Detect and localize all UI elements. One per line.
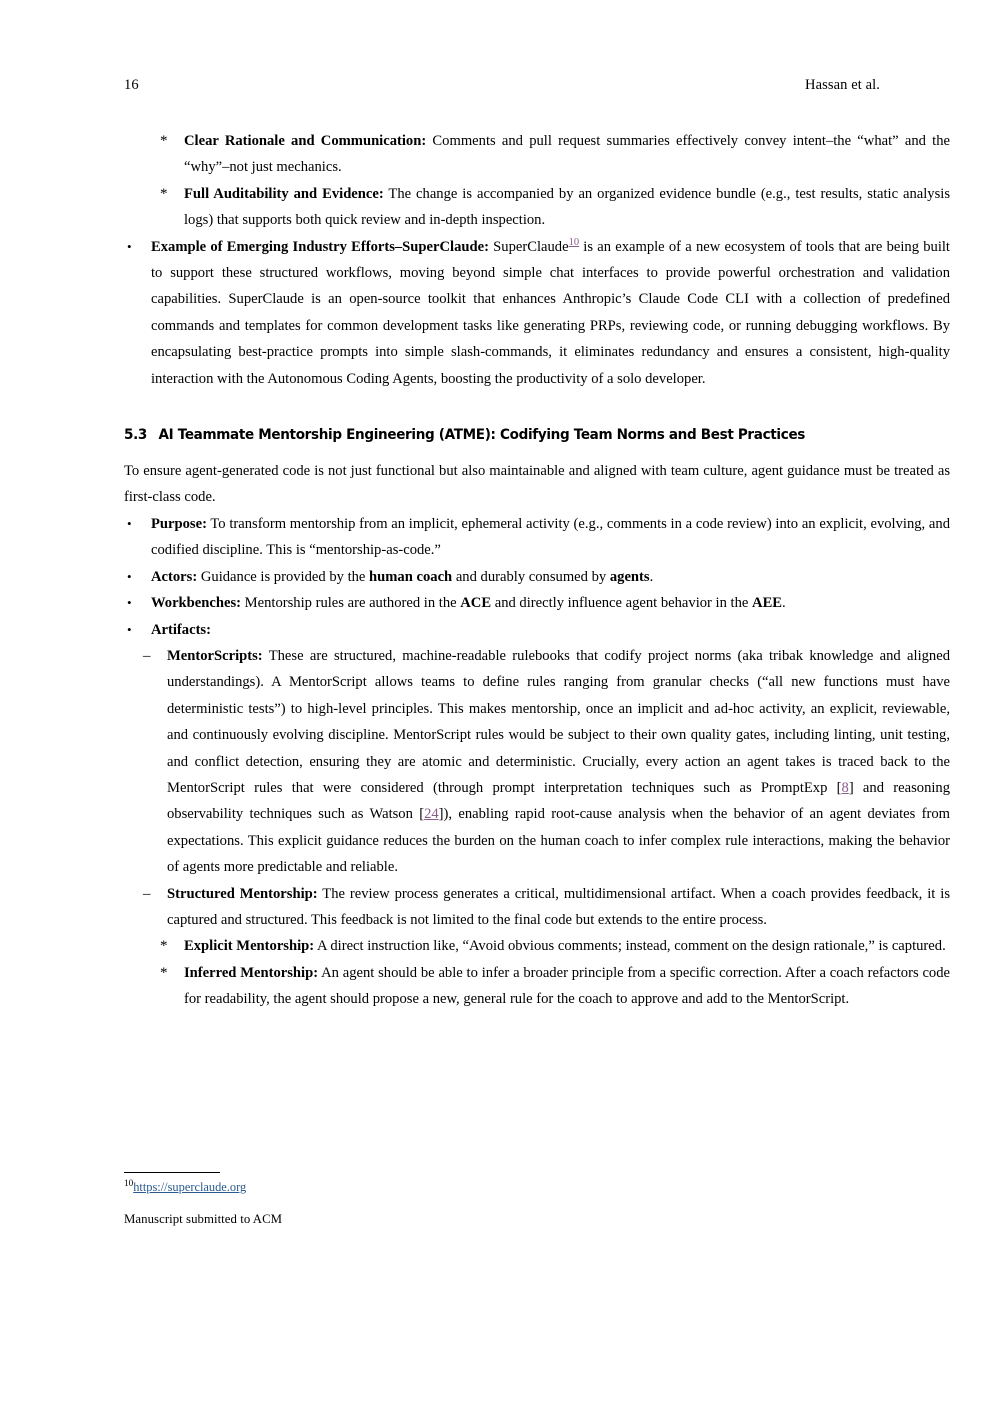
footnote-url-link[interactable]: https://superclaude.org [133,1180,247,1195]
list-item-text [184,960,950,1013]
body-text: and directly influence agent behavior in the [491,595,753,612]
footnote-number: 10 [124,1178,134,1189]
list-item-text [151,234,950,392]
list-item-text [151,617,950,643]
footnote-area [124,1172,950,1196]
list-item-body: An agent should be able to infer a broader principle from a specific correction. After a coach refactors code for readability, the agent should propose a new, general rule for the coach to approve and add to the MentorScript. [184,964,950,1008]
list-item-lead: Example of Emerging Industry Efforts–SuperClaude: [151,238,489,255]
list-item-body: A direct instruction like, “Avoid obvious comments; instead, comment on the design rationale,” is captured. [314,938,946,955]
list-item-text [184,181,950,234]
body-text: and durably consumed by [452,568,610,585]
list-item-text [151,564,950,590]
list-item-lead: Artifacts: [151,621,211,638]
list-item-lead: Inferred Mentorship: [184,964,319,981]
running-head [124,78,880,93]
body-text: ] and reasoning observability techniques such as Watson [ [167,779,951,823]
list-item-body: To transform mentorship from an implicit, ephemeral activity (e.g., comments in a code review) into an explicit, evolving, and codified discipline. This is “mentorship-as-code.” [151,515,950,559]
list-item-body [197,569,653,585]
list-item-body: Comments and pull request summaries effectively convey intent–the “what” and the “why”–not just mechanics. [184,133,950,176]
list-item-actors [127,564,950,590]
list-item-text [184,128,950,181]
vertical-spacer [124,392,950,425]
citation-link[interactable]: 8 [841,779,849,796]
text-column [124,128,950,1013]
emphasis-text: agents [609,568,650,585]
emphasis-text: AEE [752,595,783,612]
bullet-marker-asterisk: * [160,964,168,981]
list-item-purpose [127,511,950,564]
section-number: 5.3 [124,427,148,444]
list-item-text [167,643,950,881]
emphasis-text: human coach [369,568,453,585]
list-item-lead: MentorScripts: [167,647,263,664]
superclaude-text-after: is an example of a new ecosystem of tools that are being built to support these structured workflows, moving beyond simple chat interfaces to provide powerful orchestration and validation capabilities. SuperClaude is an open-source toolkit that enhances Anthropic’s Claude Code CLI with a collection of predefined commands and templates for common development tasks like generating PRPs, reviewing code, or running debugging workflows. By encapsulating best-practice prompts into simple slash-commands, it eliminates redundancy and ensures a consistent, high-quality interaction with the Autonomous Coding Agents, boosting the productivity of a solo developer. [151,238,950,387]
list-item-lead: Explicit Mentorship: [184,938,315,955]
bullet-marker-asterisk: * [160,185,168,202]
list-item [160,128,950,181]
body-text: ]), enabling rapid root-cause analysis when the behavior of an agent deviates from expectations. This explicit guidance reduces the burden on the human coach to infer complex rule interactions, making the behavior of agents more predictable and reliable. [167,806,950,876]
bullet-marker-dash: – [143,885,151,902]
bullet-marker-dash: – [143,647,151,664]
list-item-lead: Purpose: [151,515,207,532]
bullet-marker-dot: • [127,621,132,637]
list-item-structured-mentorship [143,881,950,934]
list-item-lead: Actors: [151,568,198,585]
superclaude-text-before: SuperClaude [488,238,569,255]
list-item-body [167,648,950,875]
bullet-marker-dot: • [127,568,132,584]
bullet-marker-asterisk: * [160,938,168,955]
running-head-authors: Hassan et al. [805,77,880,93]
list-item-lead: Structured Mentorship: [167,885,318,902]
list-item-inferred-mentorship [160,960,950,1013]
manuscript-footer: Manuscript submitted to ACM [124,1212,283,1226]
body-text: . [649,568,654,585]
intro-paragraph: To ensure agent-generated code is not just functional but also maintainable and aligned with team culture, agent guidance must be treated as first-class code. [124,463,950,506]
vertical-spacer [124,445,950,458]
list-item-lead: Workbenches: [151,595,241,612]
footnote-separator-rule [124,1172,220,1173]
list-item-lead: Full Auditability and Evidence: [184,185,384,202]
list-item-mentorscripts [143,643,950,881]
footnote-reference-10[interactable]: 10 [568,236,580,248]
list-item-workbenches [127,590,950,616]
list-item-superclaude [127,234,950,392]
list-item-lead: Clear Rationale and Communication: [184,133,427,149]
list-item-text [151,511,950,564]
body-text: These are structured, machine-readable rulebooks that codify project norms (aka tribak knowledge and aligned understandings). A MentorScript allows teams to define rules ranging from granular checks (“all new functions must have deterministic tests”) to high-level principles. This makes mentorship, once an implicit and ad-hoc activity, an explicit, reviewable, and continuously evolving discipline. MentorScript rules would be subject to their own quality gates, including linting, unit testing, and conflict detection, ensuring they are atomic and deterministic. Crucially, every action an agent takes is traced back to the MentorScript rules that were considered (through prompt interpretation techniques such as PromptExp [ [167,647,950,796]
body-text: Mentorship rules are authored in the [241,595,461,612]
bullet-marker-dot: • [127,238,132,254]
page-number: 16 [124,77,139,93]
section-title: AI Teammate Mentorship Engineering (ATME): Codifying Team Norms and Best Practices [158,427,806,444]
list-item-body: The change is accompanied by an organized evidence bundle (e.g., test results, static analysis logs) that supports both quick review and in-depth inspection. [184,185,951,229]
list-item-body: The review process generates a critical, multidimensional artifact. When a coach provides feedback, it is captured and structured. This feedback is not limited to the final code but extends to the entire process. [167,885,950,928]
footnote-entry [124,1179,950,1196]
body-text: . [782,595,786,612]
list-item-text [167,881,950,934]
list-item [160,181,950,234]
list-item-text [151,590,950,616]
citation-link[interactable]: 24 [424,806,439,823]
bullet-marker-dot: • [127,595,132,611]
section-heading [124,425,913,445]
list-item-explicit-mentorship [160,933,950,959]
emphasis-text: ACE [460,595,492,612]
list-item-text [184,933,950,959]
list-item-body [241,595,786,611]
bullet-marker-asterisk: * [160,133,168,149]
bullet-marker-dot: • [127,515,132,531]
list-item-artifacts [127,617,950,643]
body-text: Guidance is provided by the [197,568,370,585]
